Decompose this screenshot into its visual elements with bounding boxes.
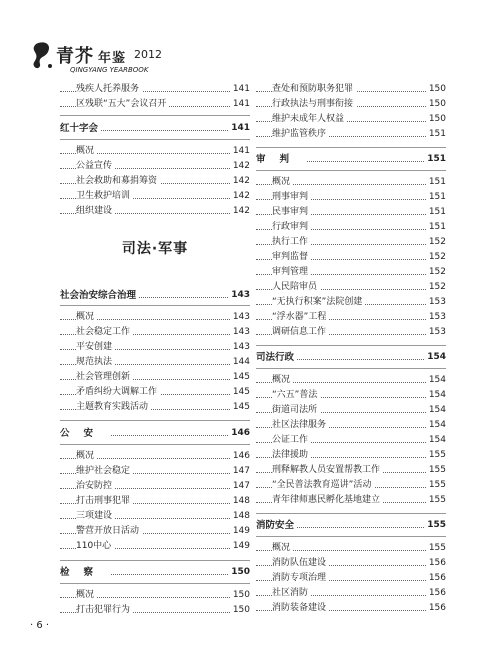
toc-section-heading[interactable]: 消防安全 155 <box>256 520 446 531</box>
toc-entry[interactable]: 消防专项治理 156 <box>256 572 446 585</box>
section-divider <box>256 147 446 148</box>
section-divider <box>60 139 250 140</box>
toc-entry[interactable]: 人民陪审员 152 <box>256 281 446 294</box>
toc-entry[interactable]: 三项建设 148 <box>60 510 250 523</box>
toc-entry[interactable]: 概况 151 <box>256 176 446 189</box>
toc-entry[interactable]: 规范执法 144 <box>60 356 250 369</box>
toc-section-heading[interactable]: 社会治安综合治理 143 <box>60 290 250 301</box>
toc-entry[interactable]: 街道司法所 154 <box>256 404 446 417</box>
toc-entry[interactable]: 社会管理创新 145 <box>60 371 250 384</box>
toc-entry[interactable]: 概况 154 <box>256 374 446 387</box>
toc-entry[interactable]: 警营开放日活动 149 <box>60 525 250 538</box>
toc-entry[interactable]: 区残联“五大”会议召开 141 <box>60 98 250 111</box>
toc-entry[interactable]: 公益宣传 142 <box>60 160 250 173</box>
section-divider <box>256 513 446 514</box>
toc-entry[interactable]: 社会救助和募捐筹资 142 <box>60 175 250 188</box>
toc-entry[interactable]: 刑释解教人员安置帮教工作 155 <box>256 464 446 477</box>
section-divider <box>60 444 250 445</box>
toc-entry[interactable]: 打击犯罪行为 150 <box>60 604 250 617</box>
section-divider <box>60 420 250 421</box>
toc-section-heading[interactable]: 检察 150 <box>60 567 250 578</box>
toc-entry[interactable]: 组织建设 142 <box>60 205 250 218</box>
toc-entry[interactable]: “全民普法教育巡讲”活动 155 <box>256 479 446 492</box>
section-divider <box>60 115 250 116</box>
toc-entry[interactable]: “六五”普法 154 <box>256 389 446 402</box>
toc-entry[interactable]: 主题教育实践活动 145 <box>60 401 250 414</box>
toc-entry[interactable]: 调研信息工作 153 <box>256 326 446 339</box>
toc-entry[interactable]: “无执行积案”法院创建 153 <box>256 296 446 309</box>
toc-section-heading[interactable]: 审判 151 <box>256 154 446 165</box>
section-divider <box>60 583 250 584</box>
toc-entry[interactable]: 公证工作 154 <box>256 434 446 447</box>
toc-entry[interactable]: 残疾人托养服务 141 <box>60 83 250 96</box>
toc-entry[interactable]: 执行工作 152 <box>256 236 446 249</box>
toc-entry[interactable]: 查处和预防职务犯罪 150 <box>256 83 446 96</box>
toc-entry[interactable]: 维护社会稳定 147 <box>60 465 250 478</box>
yearbook-subtitle: QINGYANG YEARBOOK <box>70 66 149 74</box>
toc-entry[interactable]: 消防装备建设 156 <box>256 602 446 615</box>
toc-entry[interactable]: 卫生救护培训 142 <box>60 190 250 203</box>
section-title-judicial-military: 司法·军事 <box>121 241 189 257</box>
toc-entry[interactable]: 审判监督 152 <box>256 251 446 264</box>
toc-entry[interactable]: “浮水器”工程 153 <box>256 311 446 324</box>
section-divider <box>256 536 446 537</box>
toc-entry[interactable]: 法律援助 155 <box>256 449 446 462</box>
toc-entry[interactable]: 治安防控 147 <box>60 480 250 493</box>
toc-entry[interactable]: 打击刑事犯罪 148 <box>60 495 250 508</box>
yearbook-header <box>30 40 180 74</box>
section-divider <box>256 368 446 369</box>
toc-entry[interactable]: 社区法律服务 154 <box>256 419 446 432</box>
toc-entry[interactable]: 刑事审判 151 <box>256 191 446 204</box>
yearbook-title: 青芥 年鉴 <box>56 46 127 67</box>
toc-entry[interactable]: 维护未成年人权益 150 <box>256 113 446 126</box>
page-number: · 6 · <box>30 620 50 631</box>
toc-entry[interactable]: 社区消防 156 <box>256 587 446 600</box>
section-divider <box>60 305 250 306</box>
toc-entry[interactable]: 行政审判 151 <box>256 221 446 234</box>
toc-entry[interactable]: 平安创建 143 <box>60 341 250 354</box>
toc-section-heading[interactable]: 红十字会 141 <box>60 123 250 134</box>
yearbook-year: 2012 <box>134 48 162 61</box>
toc-entry[interactable]: 概况 141 <box>60 145 250 158</box>
section-divider <box>256 345 446 346</box>
toc-entry[interactable]: 概况 150 <box>60 589 250 602</box>
section-divider <box>60 560 250 561</box>
toc-entry[interactable]: 行政执法与刑事衔接 150 <box>256 98 446 111</box>
section-divider <box>256 170 446 171</box>
toc-entry[interactable]: 青年律师惠民孵化基地建立 155 <box>256 494 446 507</box>
toc-entry[interactable]: 维护监管秩序 151 <box>256 128 446 141</box>
toc-entry[interactable]: 矛盾纠纷大调解工作 145 <box>60 386 250 399</box>
logo-brush-icon <box>30 40 58 72</box>
toc-section-heading[interactable]: 公安 146 <box>60 428 250 439</box>
toc-entry[interactable]: 概况 155 <box>256 542 446 555</box>
toc-entry[interactable]: 概况 146 <box>60 450 250 463</box>
toc-entry[interactable]: 社会稳定工作 143 <box>60 326 250 339</box>
toc-entry[interactable]: 消防队伍建设 156 <box>256 557 446 570</box>
toc-entry[interactable]: 110中心 149 <box>60 540 250 553</box>
toc-entry[interactable]: 概况 143 <box>60 311 250 324</box>
toc-section-heading[interactable]: 司法行政 154 <box>256 352 446 363</box>
toc-entry[interactable]: 审判管理 152 <box>256 266 446 279</box>
toc-entry[interactable]: 民事审判 151 <box>256 206 446 219</box>
